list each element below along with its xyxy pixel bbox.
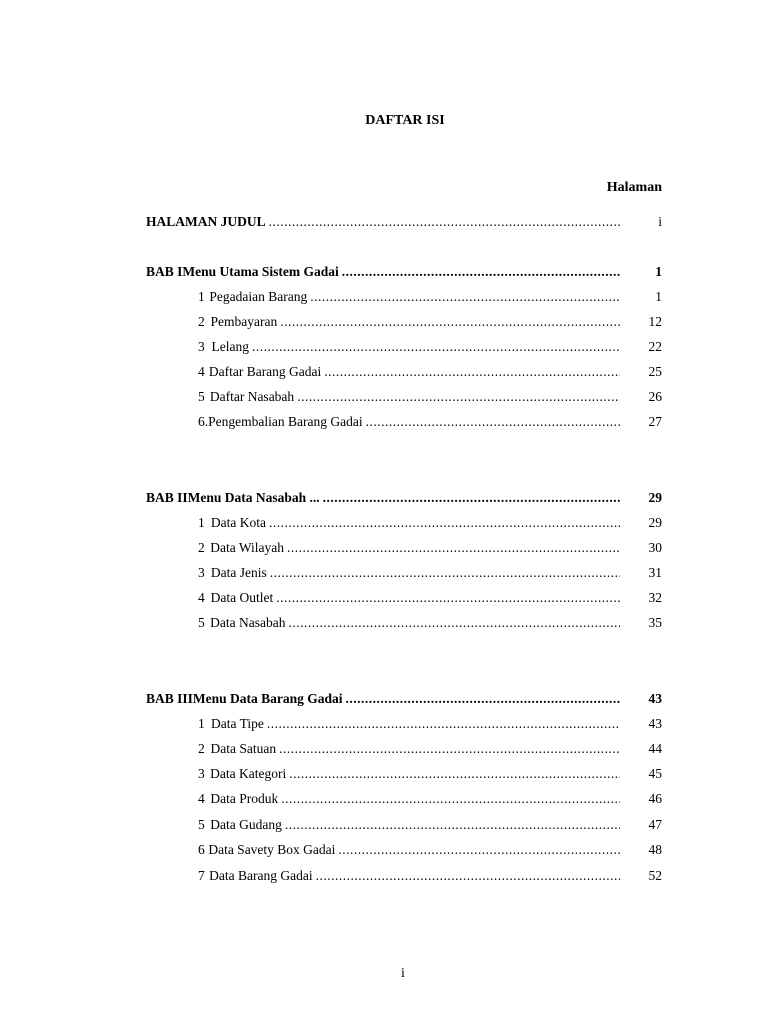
chapter-number: BAB I [146,264,183,279]
toc-item [146,414,662,432]
item-label: Data Kategori [210,766,287,781]
toc-item [146,766,662,784]
chapter-title: Menu Data Nasabah ... [187,490,320,505]
toc-entry-halaman-judul [146,214,662,232]
item-page: 25 [648,364,662,379]
toc-item [146,842,662,860]
item-number: 3 [198,565,205,580]
item-page: 35 [648,615,662,630]
item-label: Data Nasabah [210,615,286,630]
page-column-header: Halaman [606,180,662,195]
leader-dots [366,414,620,430]
toc-item [146,615,662,633]
item-number: 1 [198,716,205,731]
item-label: Data Jenis [210,565,267,580]
item-number: 6 [198,842,205,857]
item-number: 3 [198,339,205,354]
item-label: Pegadaian Barang [209,289,308,304]
footer-page-number: i [401,966,405,981]
leader-dots [280,314,620,330]
leader-dots [316,868,620,884]
leader-dots [287,540,620,556]
item-page: 47 [648,817,662,832]
item-number: 3 [198,766,205,781]
item-number: 4 [198,590,205,605]
leader-dots [285,817,620,833]
item-page: 27 [648,414,662,429]
item-label: Data Savety Box Gadai [208,842,336,857]
item-label: Data Produk [210,791,279,806]
leader-dots [270,565,620,581]
item-label: Data Gudang [210,817,282,832]
item-label: Data Barang Gadai [209,868,313,883]
leader-dots [297,389,620,405]
toc-item [146,791,662,809]
toc-item [146,868,662,886]
toc-item [146,540,662,558]
item-page: 12 [648,314,662,329]
leader-dots [324,364,620,380]
chapter-number: BAB III [146,691,193,706]
item-page: 26 [648,389,662,404]
item-page: 30 [648,540,662,555]
item-page: 32 [648,590,662,605]
item-number: 2 [198,314,205,329]
item-page: 46 [648,791,662,806]
chapter-page: 29 [648,490,662,505]
toc-item [146,364,662,382]
item-page: 29 [648,515,662,530]
page-title: DAFTAR ISI [365,113,445,128]
toc-item [146,314,662,332]
item-label: Daftar Nasabah [209,389,295,404]
item-number: 1 [198,289,205,304]
item-page: 1 [655,289,662,304]
toc-item [146,565,662,583]
leader-dots [289,615,621,631]
leader-dots [281,791,620,807]
item-number: 4 [198,791,205,806]
leader-dots [323,490,620,506]
leader-dots [346,691,620,707]
leader-dots [276,590,620,606]
item-page: 22 [648,339,662,354]
item-number: 2 [198,741,205,756]
toc-chapter-bab-1 [146,264,662,282]
item-page: 44 [648,741,662,756]
chapter-number: BAB II [146,490,188,505]
leader-dots [342,264,620,280]
item-label: Data Kota [210,515,266,530]
item-page: 52 [648,868,662,883]
chapter-title: Menu Data Barang Gadai [192,691,343,706]
chapter-title: Menu Utama Sistem Gadai [182,264,339,279]
toc-entry-page: i [658,214,662,229]
chapter-page: 43 [648,691,662,706]
leader-dots [269,214,620,230]
toc-item [146,741,662,759]
toc-chapter-bab-3 [146,691,662,709]
item-page: 45 [648,766,662,781]
item-page: 48 [648,842,662,857]
item-number: 1 [198,515,205,530]
item-page: 43 [648,716,662,731]
toc-item [146,590,662,608]
leader-dots [279,741,620,757]
item-number: 4 [198,364,205,379]
item-number: 5 [198,615,205,630]
item-label: Daftar Barang Gadai [208,364,322,379]
item-label: Data Wilayah [210,540,285,555]
item-number: 6. [198,414,209,429]
leader-dots [289,766,620,782]
leader-dots [267,716,620,732]
item-label: Pembayaran [210,314,278,329]
toc-item [146,817,662,835]
toc-item [146,289,662,307]
toc-item [146,515,662,533]
leader-dots [269,515,620,531]
item-number: 5 [198,817,205,832]
toc-item [146,339,662,357]
item-label: Data Outlet [210,590,274,605]
toc-entry-label: HALAMAN JUDUL [146,214,266,229]
leader-dots [310,289,620,305]
toc-chapter-bab-2 [146,490,662,508]
item-page: 31 [648,565,662,580]
item-number: 7 [198,868,205,883]
item-number: 2 [198,540,205,555]
item-number: 5 [198,389,205,404]
item-label: Data Tipe [210,716,264,731]
item-label: Lelang [211,339,249,354]
leader-dots [338,842,620,858]
toc-item [146,389,662,407]
chapter-page: 1 [655,264,662,279]
leader-dots [252,339,620,355]
item-label: Pengembalian Barang Gadai [208,414,363,429]
item-label: Data Satuan [210,741,277,756]
toc-item [146,716,662,734]
